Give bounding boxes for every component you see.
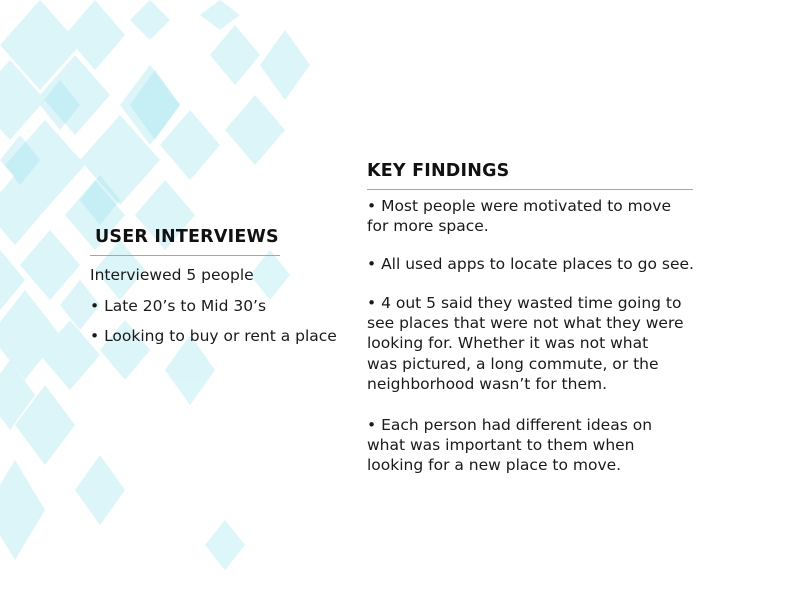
finding-4 — [367, 415, 652, 476]
key-findings-divider — [367, 189, 693, 190]
finding-3-line: • 4 out 5 said they wasted time going to — [367, 294, 682, 312]
finding-4-line: • Each person had different ideas on — [367, 416, 653, 434]
finding-3-line: was pictured, a long commute, or the — [367, 354, 659, 373]
user-interviews-heading: USER INTERVIEWS — [95, 227, 279, 247]
finding-1-line: for more space. — [367, 217, 489, 236]
finding-3 — [367, 293, 684, 394]
finding-2 — [367, 254, 694, 274]
finding-4-line: looking for a new place to move. — [367, 456, 622, 475]
interviews-item-2: • Late 20’s to Mid 30’s — [90, 297, 267, 315]
finding-3-line: looking for. Whether it was not what — [367, 334, 649, 353]
finding-2-line: • All used apps to locate places to go see. — [367, 255, 694, 273]
finding-3-line: neighborhood wasn’t for them. — [367, 374, 608, 393]
finding-4-line: what was important to them when — [367, 436, 635, 455]
finding-3-line: see places that were not what they were — [367, 314, 684, 333]
finding-1-line: • Most people were motivated to move — [367, 197, 671, 215]
key-findings-heading: KEY FINDINGS — [367, 161, 510, 181]
finding-1 — [367, 196, 671, 236]
interviews-item-1: Interviewed 5 people — [90, 266, 254, 284]
user-interviews-divider — [90, 255, 280, 256]
interviews-item-3: • Looking to buy or rent a place — [90, 327, 337, 345]
